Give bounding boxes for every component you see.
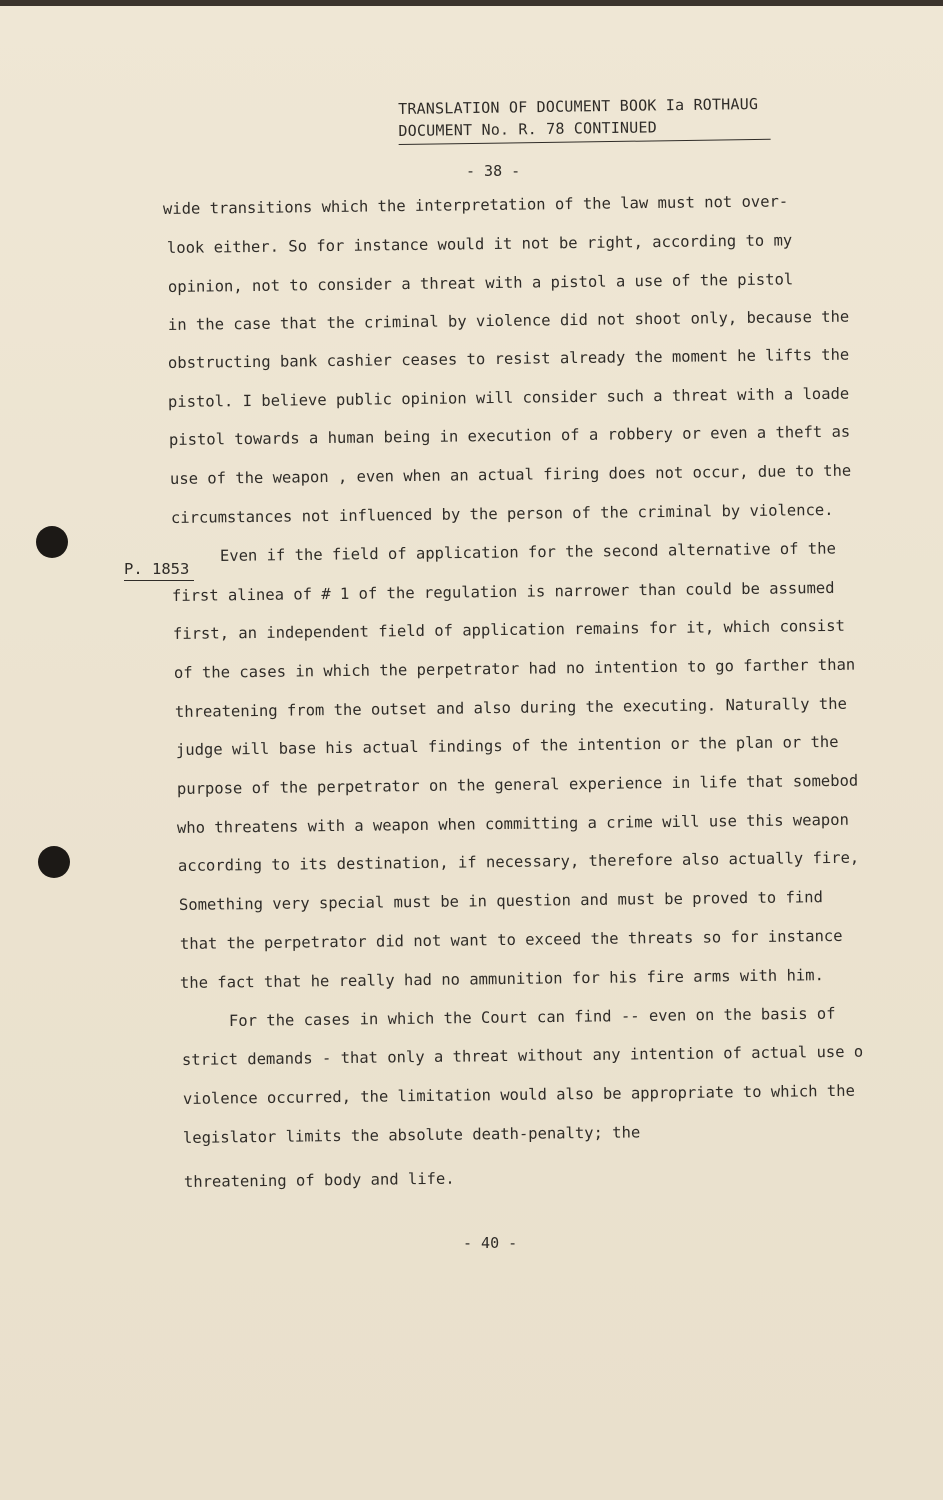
punch-hole-top — [36, 526, 68, 558]
text-line: that the perpetrator did not want to exceed the threats so for instance — [179, 926, 843, 953]
punch-hole-bottom — [38, 846, 70, 878]
header-document-number: DOCUMENT No. R. 78 CONTINUED — [398, 115, 770, 145]
text-line: first, an independent field of application remains for it, which consist — [172, 616, 845, 643]
page-top-edge — [0, 0, 943, 6]
text-line: in the case that the criminal by violence did not shoot only, because the — [167, 307, 850, 334]
text-line: Even if the field of application for the second alternative of the — [219, 539, 836, 565]
text-line: purpose of the perpetrator on the general experience in life that somebod — [176, 771, 859, 798]
margin-page-reference-text: P. 1853 — [124, 560, 190, 578]
text-line: according to its destination, if necessary, therefore also actually fire, — [177, 848, 860, 875]
text-line: pistol towards a human being in execution of a robbery or even a theft as — [168, 422, 851, 449]
header-title: TRANSLATION OF DOCUMENT BOOK Ia ROTHAUG — [398, 94, 759, 118]
text-line: the fact that he really had no ammunition for his fire arms with him. — [179, 966, 824, 992]
text-line: use of the weapon , even when an actual firing does not occur, due to the — [169, 461, 852, 488]
text-line: opinion, not to consider a threat with a pistol a use of the pistol — [167, 270, 794, 296]
margin-underline — [124, 580, 194, 581]
page-number-bottom: - 40 - — [463, 1234, 518, 1252]
text-line: wide transitions which the interpretation of the law must not over- — [162, 192, 789, 218]
text-line: strict demands - that only a threat without any intention of actual use o — [181, 1042, 864, 1069]
text-line: look either. So for instance would it not be right, according to my — [166, 231, 793, 257]
document-header — [398, 93, 771, 145]
text-line: first alinea of # 1 of the regulation is narrower than could be assumed — [171, 578, 835, 605]
text-line: judge will base his actual findings of the intention or the plan or the — [175, 732, 839, 759]
text-line: For the cases in which the Court can find -- even on the basis of — [228, 1004, 836, 1030]
text-line: pistol. I believe public opinion will consider such a threat with a loade — [167, 384, 850, 411]
page-number-top: - 38 - — [466, 162, 521, 180]
margin-page-reference — [124, 560, 194, 581]
text-line: violence occurred, the limitation would also be appropriate to which the — [182, 1081, 855, 1108]
text-line: Something very special must be in question and must be proved to find — [178, 888, 823, 914]
text-line: obstructing bank cashier ceases to resist already the moment he lifts the — [167, 345, 850, 372]
text-line: threatening of body and life. — [183, 1169, 455, 1191]
text-line: of the cases in which the perpetrator had no intention to go farther than — [173, 655, 856, 682]
text-line: legislator limits the absolute death-penalty; the — [182, 1123, 641, 1147]
text-line: circumstances not influenced by the person of the criminal by violence. — [170, 500, 834, 527]
text-line: who threatens with a weapon when committing a crime will use this weapon — [176, 810, 849, 837]
text-line: threatening from the outset and also during the executing. Naturally the — [174, 694, 847, 721]
